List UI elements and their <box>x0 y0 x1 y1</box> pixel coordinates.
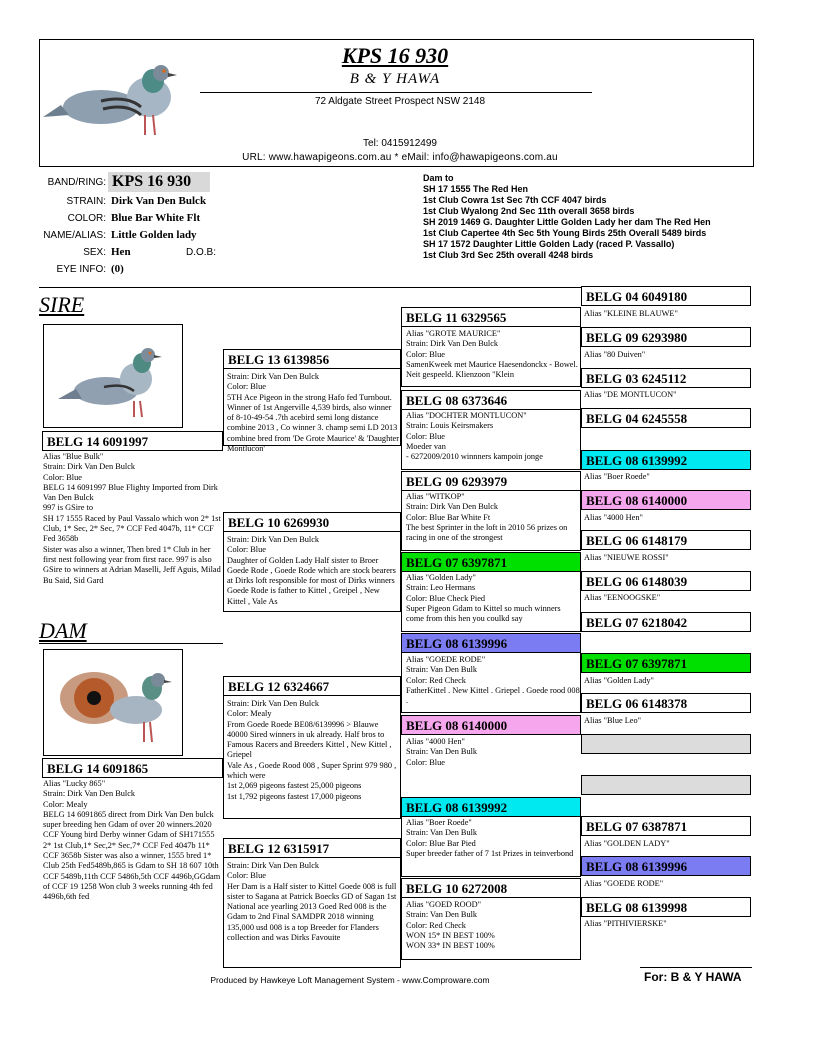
page-title: KPS 16 930 <box>341 43 449 68</box>
gen4-ring: BELG 07 6387871 <box>581 816 751 836</box>
dam-divider <box>39 643 223 644</box>
gen4-alias: Alias "EENOOGSKE" <box>584 593 661 602</box>
name-value: Little Golden lady <box>111 229 197 241</box>
gen4-ring: BELG 06 6148378 <box>581 693 751 713</box>
gen3-ring: BELG 08 6139996 <box>401 633 581 653</box>
gen4-ring: BELG 04 6049180 <box>581 286 751 306</box>
dam-label: DAM <box>39 618 87 643</box>
gen3-info: Alias "GOEDE RODE" Strain: Van Den Bulk Color: Red Check FatherKittel . New Kittel . Griepel . Goede rood 008 . <box>406 655 580 706</box>
dam-to-line: Dam to <box>423 173 454 183</box>
gen4-alias: Alias "Boer Roede" <box>584 472 650 481</box>
gen3-info: Alias "GROTE MAURICE" Strain: Dirk Van Den Bulck Color: Blue SamenKweek met Maurice Haesendonckx - Bowel. Neit gespeeld. Klienzoon "Klein <box>406 329 578 380</box>
strain-value: Dirk Van Den Bulck <box>111 195 207 207</box>
dam-to-line: 1st Club Capertee 4th Sec 5th Young Birds 25th Overall 5489 birds <box>423 228 707 238</box>
url-email: URL: www.hawapigeons.com.au * eMail: info@hawapigeons.com.au <box>242 152 558 163</box>
gen4-ring: BELG 08 6139996 <box>581 856 751 876</box>
gen4-ring <box>581 775 751 795</box>
eye-label: EYE INFO: <box>56 264 106 275</box>
gen3-ring: BELG 08 6139992 <box>401 797 581 817</box>
eye-value: (0) <box>111 263 124 275</box>
gen4-ring: BELG 07 6397871 <box>581 653 751 673</box>
gen4-alias: Alias "KLEINE BLAUWE" <box>584 309 678 318</box>
sex-label: SEX: <box>83 247 106 258</box>
gen3-info: Alias "4000 Hen" Strain: Van Den Bulk Color: Blue <box>406 737 478 767</box>
gen4-alias: Alias "4000 Hen" <box>584 513 643 522</box>
gen3-info: Alias "WITKOP" Strain: Dirk Van Den Bulck Color: Blue Bar White Ft The best Sprinter in the loft in 2010 56 prizes on racing in one of the strongest <box>406 492 568 543</box>
gen4-ring: BELG 08 6140000 <box>581 490 751 510</box>
dam-to-line: SH 2019 1469 G. Daughter Little Golden Lady her dam The Red Hen <box>423 217 711 227</box>
gen4-ring: BELG 04 6245558 <box>581 408 751 428</box>
dam-to-line: 1st Club Wyalong 2nd Sec 11th overall 3658 birds <box>423 206 635 216</box>
gen4-ring: BELG 03 6245112 <box>581 368 751 388</box>
dam-to-line: 1st Club 3rd Sec 25th overall 4248 birds <box>423 250 594 260</box>
header-divider <box>200 92 592 93</box>
sire-photo <box>43 324 183 428</box>
sex-value: Hen <box>111 246 131 258</box>
gen4-ring: BELG 09 6293980 <box>581 327 751 347</box>
gen4-alias: Alias "GOLDEN LADY" <box>584 839 670 848</box>
band-label: BAND/RING: <box>47 177 106 188</box>
gen4-alias: Alias "Golden Lady" <box>584 676 654 685</box>
gen3-info: Alias "GOED ROOD" Strain: Van Den Bulk Color: Red Check WON 15* IN BEST 100% WON 33* IN BEST 100% <box>406 900 495 951</box>
dob-label: D.O.B: <box>186 247 217 258</box>
color-label: COLOR: <box>67 213 106 224</box>
gen3-ring: BELG 09 6293979 <box>401 471 581 491</box>
dam-info: Alias "Lucky 865" Strain: Dirk Van Den Bulck Color: Mealy BELG 14 6091865 direct from Dirk Van Den bulck super breeding hen Gdam of over 20 winners.2020 CCF Young bird Derby winner Gdam of SH171555 2* 1st Club,1* Sec,2* Sec,7* CCF Fed 4047b 11* CCF 3658b Sister was also a winner, 1555 bred 1* Club 25th Fed5489b,865 is Gdam to SH 18 607 10th CCF 5489b,11th CCF 5486b,5th CCF 4496b,GGdam of CCF 19 1258 Won club 3 weeks running 4th fed 4496b,6th fed <box>43 779 221 902</box>
gen4-ring <box>581 734 751 754</box>
gen4-alias: Alias "NIEUWE ROSSI" <box>584 553 669 562</box>
gen4-alias: Alias "DE MONTLUCON" <box>584 390 677 399</box>
gen2-ring: BELG 10 6269930 <box>223 512 401 532</box>
dam-to-line: 1st Club Cowra 1st Sec 7th CCF 4047 birds <box>423 195 607 205</box>
gen3-ring: BELG 07 6397871 <box>401 552 581 572</box>
dam-to-line: SH 17 1572 Daughter Little Golden Lady (raced P. Vassallo) <box>423 239 675 249</box>
pigeon-photo <box>41 55 187 139</box>
gen3-info: Alias "DOCHTER MONTLUCON" Strain: Louis Keirsmakers Color: Blue Moeder van - 6272009/2010 winnners kampoin jonge <box>406 411 543 462</box>
gen2-ring: BELG 13 6139856 <box>223 349 401 369</box>
footer-divider <box>640 967 752 968</box>
produced-by: Produced by Hawkeye Loft Management System - www.Comproware.com <box>210 975 490 985</box>
dam-photo <box>43 649 183 756</box>
gen3-ring: BELG 08 6140000 <box>401 715 581 735</box>
gen2-info: Strain: Dirk Van Den Bulck Color: Mealy From Goede Roede BE08/6139996 > Blauwe 40000 Sired winners in uk already. Half bros to Famous Racers and Breeders Kittel , New Kittel , Griepel Vale As , Goede Rood 008 , Super Sprint 979 980 , which were 1st 2,069 pigeons fastest 25,000 pigeons 1st 1,792 pigeons fastest 17,000 pigeons <box>227 699 397 801</box>
gen2-ring: BELG 12 6315917 <box>223 838 401 858</box>
gen4-alias: Alias "GOEDE RODE" <box>584 879 664 888</box>
name-label: NAME/ALIAS: <box>43 230 106 241</box>
gen2-ring: BELG 12 6324667 <box>223 676 401 696</box>
gen4-ring: BELG 08 6139992 <box>581 450 751 470</box>
strain-label: STRAIN: <box>66 196 106 207</box>
gen4-alias: Alias "80 Duiven" <box>584 350 646 359</box>
gen4-ring: BELG 08 6139998 <box>581 897 751 917</box>
gen3-ring: BELG 08 6373646 <box>401 390 581 410</box>
band-value: KPS 16 930 <box>108 172 210 192</box>
gen4-ring: BELG 07 6218042 <box>581 612 751 632</box>
dam-to-list <box>423 173 711 261</box>
gen2-info: Strain: Dirk Van Den Bulck Color: Blue Her Dam is a Half sister to Kittel Goede 008 is full sister to Sagana at Patrick Boecks GD of Sagan 1st National ace yearling 2013 Goed Red 008 is the Gdam to 2nd Final SAMDPR 2018 winning 135,000 usd 008 is a top Breeder for Flanders collection and was Dirks Favouite <box>227 861 397 943</box>
gen4-alias: Alias "Blue Leo" <box>584 716 642 725</box>
gen2-info: Strain: Dirk Van Den Bulck Color: Blue Daughter of Golden Lady Half sister to Broer Goede Rode , Goede Rode which are stock bearers at Dirks loft responsible for most of Dirks winners Goede Rode is father to Kittel , Greipel , New Kittel , Vale As <box>227 535 396 606</box>
color-value: Blue Bar White Flt <box>111 212 201 224</box>
for-owner: For: B & Y HAWA <box>644 970 742 984</box>
gen3-info: Alias "Boer Roede" Strain: Van Den Bulk Color: Blue Bar Pied Super breeder father of 7 1st Prizes in teinverbond <box>406 818 574 858</box>
dam-to-line: SH 17 1555 The Red Hen <box>423 184 529 194</box>
gen4-alias: Alias "PITHIVIERSKE" <box>584 919 667 928</box>
address: 72 Aldgate Street Prospect NSW 2148 <box>314 96 486 107</box>
gen3-ring: BELG 11 6329565 <box>401 307 581 327</box>
sire-label: SIRE <box>39 292 85 317</box>
sire-divider <box>39 287 584 288</box>
gen3-info: Alias "Golden Lady" Strain: Leo Hermans Color: Blue Check Pied Super Pigeon Gdam to Kittel so much winners come from this hen you coulkd say <box>406 573 561 624</box>
sire-info: Alias "Blue Bulk" Strain: Dirk Van Den Bulck Color: Blue BELG 14 6091997 Blue Flighty Imported from Dirk Van Den Bulck 997 is GSire to SH 17 1555 Raced by Paul Vassalo which won 2* 1st Club, 1* Sec, 2* Sec, 7* CCF Fed 4047b, 11* CCF Fed 3658b Sister was also a winner, Then bred 1* Club in her first nest following year from first race. 997 is also GSire to winners at Adrian Maselli, Jeff Aguis, Milad Bu Said, Sid Gard <box>43 452 221 585</box>
owner-name: B & Y HAWA <box>349 71 441 87</box>
gen4-ring: BELG 06 6148179 <box>581 530 751 550</box>
gen4-ring: BELG 06 6148039 <box>581 571 751 591</box>
sire-ring: BELG 14 6091997 <box>42 431 223 451</box>
dam-ring: BELG 14 6091865 <box>42 758 223 778</box>
gen2-info: Strain: Dirk Van Den Bulck Color: Blue 5TH Ace Pigeon in the strong Hafo fed Turnbout. Winner of 1st Angerville 4,539 birds, also winner of 8-10-49-54 .7th acebird semi long distance combine 2013 , Co winner 3. champ semi LD 2013 combine bred from 'De Grote Maurice' & 'Daughter Montlucon' <box>227 372 399 454</box>
telephone: Tel: 0415912499 <box>363 138 437 149</box>
gen3-ring: BELG 10 6272008 <box>401 878 581 898</box>
